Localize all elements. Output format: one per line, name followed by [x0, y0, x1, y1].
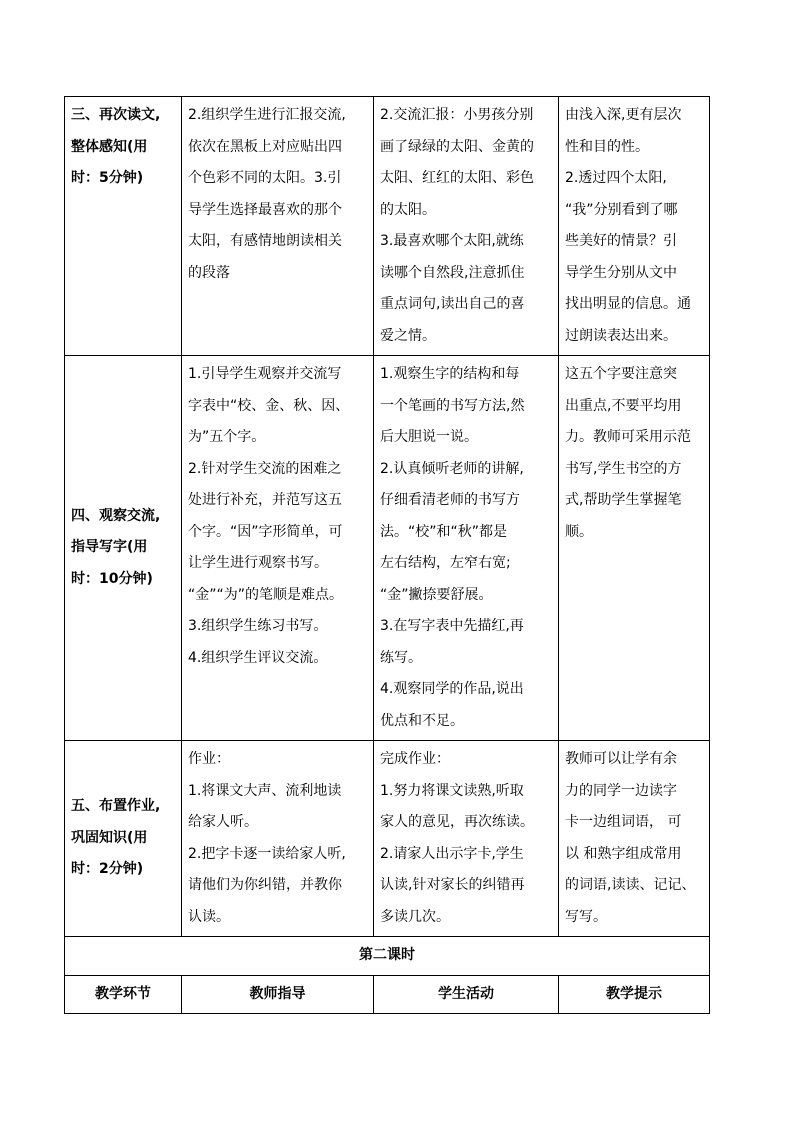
teaching-tip-cell: 由浅入深,更有层次 性和目的性。 2.透过四个太阳, “我”分别看到了哪 些美好的情景？引 导学生分别从文中 找出明显的信息。通 过朗读表达出来。 — [559, 97, 710, 356]
table-row — [65, 97, 710, 356]
column-header-tip: 教学提示 — [559, 975, 710, 1014]
table-row — [65, 356, 710, 741]
stage-cell: 五、布置作业, 巩固知识(用 时：2分钟) — [65, 741, 182, 937]
section-title: 第二课时 — [65, 937, 710, 976]
column-header-row — [65, 975, 710, 1014]
column-header-teacher: 教师指导 — [182, 975, 374, 1014]
section-title-row — [65, 937, 710, 976]
teacher-guidance-cell: 作业： 1.将课文大声、流利地读 给家人听。 2.把字卡逐一读给家人听, 请他们为你纠错，并教你 认读。 — [182, 741, 374, 937]
teaching-tip-cell: 这五个字要注意突 出重点,不要平均用 力。教师可采用示范 书写,学生书空的方 式,帮助学生掌握笔 顺。 — [559, 356, 710, 741]
teaching-tip-cell: 教师可以让学有余 力的同学一边读字 卡一边组词语， 可 以 和熟字组成常用 的词语,读读、记记、 写写。 — [559, 741, 710, 937]
student-activity-cell: 1.观察生字的结构和每 一个笔画的书写方法,然 后大胆说一说。 2.认真倾听老师的讲解, 仔细看清老师的书写方 法。“校”和“秋”都是 左右结构，左窄右宽; “金”撇捺要舒展。 3.在写字表中先描红,再 练写。 4.观察同学的作品,说出 优点和不足。 — [374, 356, 559, 741]
stage-cell: 四、观察交流, 指导写字(用 时：10分钟) — [65, 356, 182, 741]
stage-cell: 三、再次读文, 整体感知(用 时：5分钟) — [65, 97, 182, 356]
teacher-guidance-cell: 2.组织学生进行汇报交流, 依次在黑板上对应贴出四 个色彩不同的太阳。3.引 导学生选择最喜欢的那个 太阳，有感情地朗读相关 的段落 — [182, 97, 374, 356]
teacher-guidance-cell: 1.引导学生观察并交流写 字表中“校、金、秋、因、 为”五个字。 2.针对学生交流的困难之 处进行补充，并范写这五 个字。“因”字形简单，可 让学生进行观察书写。 “金”“为”的笔顺是难点。 3.组织学生练习书写。 4.组织学生评议交流。 — [182, 356, 374, 741]
student-activity-cell: 2.交流汇报：小男孩分别 画了绿绿的太阳、金黄的 太阳、红红的太阳、彩色 的太阳。 3.最喜欢哪个太阳,就练 读哪个自然段,注意抓住 重点词句,读出自己的喜 爱之情。 — [374, 97, 559, 356]
column-header-student: 学生活动 — [374, 975, 559, 1014]
column-header-stage: 教学环节 — [65, 975, 182, 1014]
lesson-plan-table — [64, 96, 710, 1014]
student-activity-cell: 完成作业： 1.努力将课文读熟,听取 家人的意见，再次练读。 2.请家人出示字卡,学生 认读,针对家长的纠错再 多读几次。 — [374, 741, 559, 937]
table-row — [65, 741, 710, 937]
